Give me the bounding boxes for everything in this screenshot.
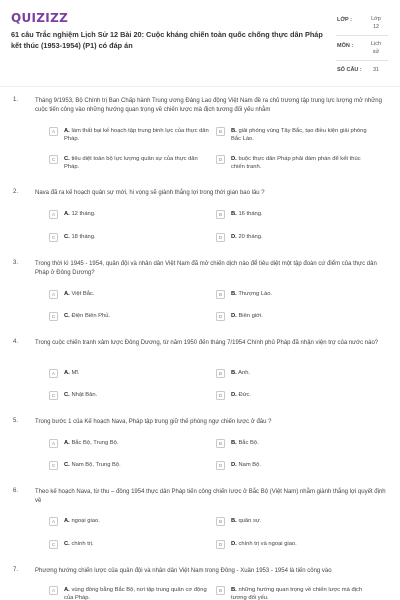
option-a[interactable]	[49, 127, 209, 143]
option-letter-box: D	[216, 312, 225, 321]
option-letter-box: D	[216, 391, 225, 400]
option-text: làm thất bại kế hoạch tập trung binh lực của thực dân Pháp.	[64, 128, 209, 142]
option-a[interactable]	[49, 369, 209, 378]
quizizz-logo: QUIZIZZ	[11, 11, 69, 25]
option-text: những hướng quan trọng về chiến lược mà địch tương đối yếu.	[231, 587, 363, 600]
option-text: Nhật Bản.	[71, 392, 98, 398]
option-letter-box: B	[216, 210, 225, 219]
option-text: Anh.	[238, 370, 251, 376]
option-prefix: A.	[64, 587, 70, 593]
option-prefix: B.	[231, 128, 237, 134]
option-letter-box: C	[49, 155, 58, 164]
question-number: 6.	[13, 488, 19, 494]
option-letter-box: A	[49, 439, 58, 448]
option-prefix: D.	[231, 234, 237, 240]
option-c[interactable]	[49, 461, 209, 470]
option-c[interactable]	[49, 155, 209, 171]
option-letter-box: C	[49, 233, 58, 242]
option-prefix: B.	[231, 370, 237, 376]
question-number: 2.	[13, 189, 19, 195]
option-text: 12 tháng.	[71, 211, 96, 217]
option-prefix: B.	[231, 440, 237, 446]
question-number: 3.	[13, 260, 19, 266]
option-prefix: B.	[231, 518, 237, 524]
option-letter-box: C	[49, 461, 58, 470]
meta-divider	[336, 60, 388, 61]
meta-divider	[336, 35, 388, 36]
option-letter-box: D	[216, 155, 225, 164]
question-text: Phương hướng chiến lược của quân đội và nhân dân Việt Nam trong Đông - Xuân 1953 - 1954 là tiến công vào	[35, 568, 332, 574]
option-prefix: D.	[231, 541, 237, 547]
option-prefix: C.	[64, 462, 70, 468]
option-text: 18 tháng.	[71, 234, 96, 240]
option-text: chính trị và ngoại giao.	[238, 541, 297, 547]
option-text: Thượng Lào.	[238, 291, 273, 297]
option-text: tiêu diệt toàn bộ lực lượng quân sự của thực dân Pháp.	[64, 156, 198, 170]
option-text: 16 tháng.	[238, 211, 263, 217]
option-prefix: A.	[64, 211, 70, 217]
option-b[interactable]	[216, 586, 376, 600]
option-a[interactable]	[49, 210, 209, 219]
question-number: 5.	[13, 418, 19, 424]
option-letter-box: C	[49, 312, 58, 321]
option-letter-box: B	[216, 586, 225, 595]
option-letter-box: B	[216, 127, 225, 136]
option-text: Việt Bắc.	[71, 291, 95, 297]
option-b[interactable]	[216, 290, 376, 299]
option-text: vùng đồng bằng Bắc Bộ, nơi tập trung quân cơ động của Pháp.	[64, 587, 207, 600]
option-text: Biên giới.	[238, 313, 263, 319]
option-letter-box: A	[49, 517, 58, 526]
class-label: LỚP :	[337, 17, 352, 23]
option-b[interactable]	[216, 127, 376, 143]
option-letter-box: A	[49, 369, 58, 378]
option-prefix: A.	[64, 440, 70, 446]
option-text: Nam Bộ.	[238, 462, 261, 468]
option-b[interactable]	[216, 517, 376, 526]
option-prefix: C.	[64, 234, 70, 240]
option-a[interactable]	[49, 439, 209, 448]
option-prefix: D.	[231, 156, 237, 162]
option-a[interactable]	[49, 290, 209, 299]
question-count-value: 31	[372, 67, 380, 73]
option-d[interactable]	[216, 155, 376, 171]
class-value-line-2: 12	[372, 24, 380, 30]
option-c[interactable]	[49, 540, 209, 549]
option-c[interactable]	[49, 233, 209, 242]
option-prefix: C.	[64, 313, 70, 319]
option-d[interactable]	[216, 391, 376, 400]
question-text: Theo kế hoạch Nava, từ thu – đông 1954 thực dân Pháp tiến công chiến lược ở Bắc Bộ (Việt Nam) nhằm giành thắng lợi quyết định về	[35, 489, 386, 504]
option-d[interactable]	[216, 312, 376, 321]
option-b[interactable]	[216, 210, 376, 219]
option-letter-box: A	[49, 210, 58, 219]
option-prefix: B.	[231, 211, 237, 217]
option-letter-box: A	[49, 127, 58, 136]
question-text: Trong bước 1 của Kế hoạch Nava, Pháp tập trung giữ thế phòng ngự chiến lược ở đâu ?	[35, 419, 272, 425]
option-prefix: A.	[64, 370, 70, 376]
option-text: Mĩ.	[71, 370, 80, 376]
option-text: Điện Biên Phủ.	[71, 313, 111, 319]
option-text: chính trị.	[71, 541, 94, 547]
option-letter-box: C	[49, 391, 58, 400]
option-prefix: C.	[64, 541, 70, 547]
question-number: 4.	[13, 339, 19, 345]
option-d[interactable]	[216, 540, 376, 549]
option-prefix: C.	[64, 156, 70, 162]
option-prefix: D.	[231, 462, 237, 468]
option-letter-box: A	[49, 290, 58, 299]
option-a[interactable]	[49, 586, 209, 600]
option-b[interactable]	[216, 369, 376, 378]
option-letter-box: C	[49, 540, 58, 549]
option-text: buộc thực dân Pháp phải đàm phán để kết thúc chiến tranh.	[231, 156, 361, 170]
option-letter-box: B	[216, 369, 225, 378]
option-text: ngoại giao.	[71, 518, 100, 524]
question-text: Nava đã ra kế hoạch quân sự mới, hi vọng sẽ giành thắng lợi trong thời gian bao lâu ?	[35, 190, 265, 196]
option-prefix: A.	[64, 128, 70, 134]
option-prefix: A.	[64, 518, 70, 524]
option-c[interactable]	[49, 312, 209, 321]
subject-value-line-1: Lịch	[370, 41, 382, 47]
option-letter-box: A	[49, 586, 58, 595]
option-letter-box: D	[216, 461, 225, 470]
option-text: Bắc Bộ, Trung Bộ.	[71, 440, 119, 446]
option-a[interactable]	[49, 517, 209, 526]
option-b[interactable]	[216, 439, 376, 448]
option-prefix: D.	[231, 392, 237, 398]
subject-label: MÔN :	[337, 43, 354, 49]
question-text: Tháng 9/1953, Bộ Chính trị Ban Chấp hành Trung ương Đảng Lao động Việt Nam đề ra chủ trương tập trung lực lượng mở những cuộc tiến công vào những hướng quan trọng về chiến lược mà địch tương đối yếu nhằm	[35, 98, 382, 113]
question-text: Trong cuộc chiến tranh xâm lược Đông Dương, từ năm 1950 đến tháng 7/1954 Chính phủ Pháp đã nhận viện trợ của nước nào?	[35, 340, 379, 346]
option-text: Nam Bộ, Trung Bộ.	[71, 462, 121, 468]
option-d[interactable]	[216, 461, 376, 470]
option-letter-box: D	[216, 233, 225, 242]
document-header	[0, 0, 400, 86]
question-number: 1.	[13, 97, 19, 103]
option-text: giải phóng vùng Tây Bắc, tạo điều kiện giải phóng Bắc Lào.	[231, 128, 367, 142]
option-prefix: C.	[64, 392, 70, 398]
option-d[interactable]	[216, 233, 376, 242]
option-text: 20 tháng.	[238, 234, 263, 240]
question-count-label: SỐ CÂU :	[337, 67, 362, 73]
option-prefix: A.	[64, 291, 70, 297]
option-prefix: B.	[231, 291, 237, 297]
option-letter-box: B	[216, 439, 225, 448]
subject-value-line-2: sử	[372, 49, 380, 55]
question-number: 7.	[13, 567, 19, 573]
question-text: Trong thời kì 1945 - 1954, quân đội và nhân dân Việt Nam đã mở chiến dịch nào để tiêu diệt một tập đoàn cứ điểm của thực dân Pháp ở Đông Dương?	[35, 261, 377, 276]
option-letter-box: B	[216, 290, 225, 299]
option-text: quân sự.	[238, 518, 262, 524]
document-title: 61 câu Trắc nghiệm Lịch Sử 12 Bài 20: Cuộc kháng chiến toàn quốc chống thực dân Pháp kết thúc (1953-1954) (P1) có đáp án	[11, 30, 323, 50]
option-text: Bắc Bộ.	[238, 440, 259, 446]
option-letter-box: B	[216, 517, 225, 526]
class-value-line-1: Lớp	[371, 16, 381, 22]
option-prefix: D.	[231, 313, 237, 319]
option-text: Đức.	[238, 392, 252, 398]
option-letter-box: D	[216, 540, 225, 549]
option-prefix: B.	[231, 587, 237, 593]
header-divider	[0, 86, 400, 87]
option-c[interactable]	[49, 391, 209, 400]
